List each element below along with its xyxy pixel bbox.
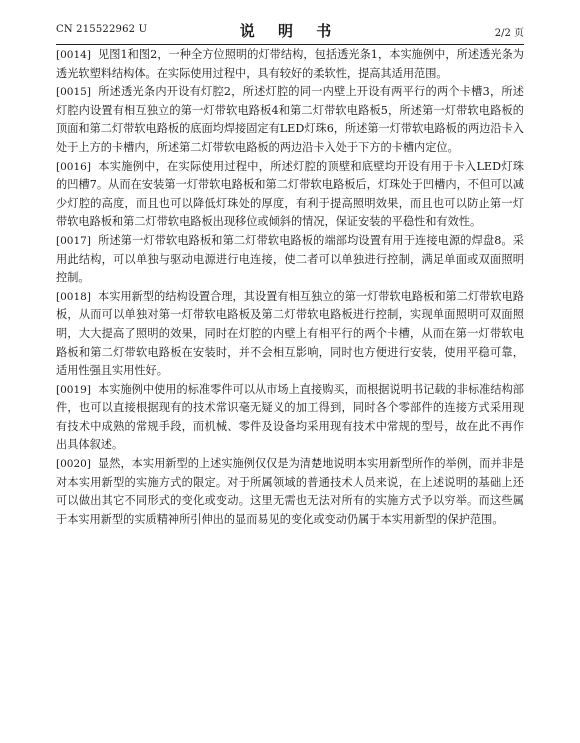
paragraph-number: [0015] xyxy=(56,86,91,99)
paragraph-0015 xyxy=(56,83,524,157)
paragraph-number: [0020] xyxy=(56,458,91,471)
paragraph-text: 所述第一灯带软电路板和第二灯带软电路板的端部均设置有用于连接电源的焊盘8。采用此结构，可以单独与驱动电源进行电连接，使二者可以单独进行控制，满足单面或双面照明控制。 xyxy=(56,233,524,285)
paragraph-text: 本实施例中，在实际使用过程中，所述灯腔的顶壁和底壁均开设有用于卡入LED灯珠的凹槽7。从而在安装第一灯带软电路板和第二灯带软电路板后，灯珠处于凹槽内，不但可以减少灯腔的高度，而且也可以降低灯珠处的厚度，有利于提高照明效果，而且也可以防止第一灯带软电路板和第二灯带软电路板出现移位或倾斜的情况，保证安装的平稳性和有效性。 xyxy=(56,159,524,229)
paragraph-text: 本实施例中使用的标准零件可以从市场上直接购买，而根据说明书记载的非标准结构部件，也可以直接根据现有的技术常识毫无疑义的加工得到，同时各个零部件的连接方式采用现有技术中成熟的常规手段，而机械、零件及设备均采用现有技术中常规的型号，故在此不再作出具体叙述。 xyxy=(56,382,524,452)
description-body xyxy=(56,46,524,529)
paragraph-0017 xyxy=(56,232,524,288)
paragraph-0019 xyxy=(56,381,524,455)
page-header xyxy=(56,20,524,45)
paragraph-text: 所述透光条内开设有灯腔2，所述灯腔的同一内壁上开设有两平行的两个卡槽3，所述灯腔内设置有相互独立的第一灯带软电路板4和第二灯带软电路板5，所述第一灯带软电路板的顶面和第二灯带软电路板的底面均焊接固定有LED灯珠6，所述第一灯带软电路板的两边沿卡入处于上方的卡槽内，所述第二灯带软电路板的两边沿卡入处于下方的卡槽内定位。 xyxy=(56,85,524,154)
paragraph-0016 xyxy=(56,158,524,232)
paragraph-0020 xyxy=(56,455,524,529)
paragraph-0018 xyxy=(56,288,524,381)
paragraph-number: [0019] xyxy=(56,383,91,396)
page-number: 2/2 页 xyxy=(494,28,524,39)
paragraph-number: [0016] xyxy=(56,160,91,173)
paragraph-text: 本实用新型的结构设置合理，其设置有相互独立的第一灯带软电路板和第二灯带软电路板，从而可以单独对第一灯带软电路板及第二灯带软电路板进行控制，实现单面照明可双面照明，大大提高了照明的效果，同时在灯腔的内壁上有相平行的两个卡槽，从而在第一灯带软电路板和第二灯带软电路板在安装时，并不会相互影响，同时也方便进行安装，使用平稳可靠，适用性强且实用性好。 xyxy=(56,289,524,378)
paragraph-text: 见图1和图2，一种全方位照明的灯带结构，包括透光条1，本实施例中，所述透光条为透光软塑料结构体。在实际使用过程中，具有较好的柔软性，提高其适用范围。 xyxy=(56,48,524,80)
paragraph-0014 xyxy=(56,46,524,83)
paragraph-text: 显然，本实用新型的上述实施例仅仅是为清楚地说明本实用新型所作的举例，而并非是对本实用新型的实施方式的限定。对于所属领域的普通技术人员来说，在上述说明的基础上还可以做出其它不同形式的变化或变动。这里无需也无法对所有的实施方式予以穷举。而这些属于本实用新型的实质精神所引伸出的显而易见的变化或变动仍属于本实用新型的保护范围。 xyxy=(56,457,524,526)
paragraph-number: [0018] xyxy=(56,290,91,303)
publication-number: CN 215522962 U xyxy=(56,24,148,35)
document-title: 说 明 书 xyxy=(239,22,341,40)
paragraph-number: [0017] xyxy=(56,234,91,247)
paragraph-number: [0014] xyxy=(56,49,91,61)
